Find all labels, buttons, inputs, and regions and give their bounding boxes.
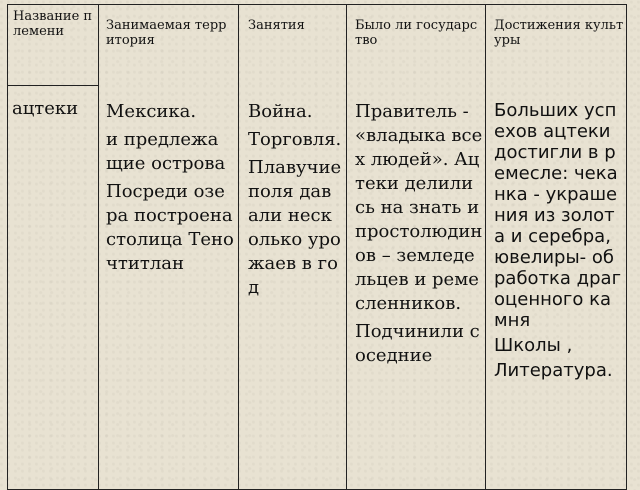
row-divider [8, 85, 98, 86]
column-divider [238, 5, 239, 489]
state-line: Правитель - «владыка всех людей». Ацтеки делились на знать и простолюдинов – земледельцев и ремесленников. [355, 101, 483, 314]
occupations-cell [248, 100, 342, 304]
territory-cell [106, 100, 234, 280]
header-occupations: Занятия [248, 18, 305, 33]
header-culture: Достижения культуры [494, 18, 624, 48]
occupation-line: Плавучие поля давали несколько урожаев в год [248, 157, 342, 298]
culture-line: Литература. [494, 360, 613, 381]
culture-line: Школы , [494, 335, 573, 356]
state-cell [355, 100, 483, 372]
header-territory: Занимаемая территория [106, 18, 227, 48]
tribe-name-cell: ацтеки [12, 98, 79, 119]
occupation-line: Война. [248, 101, 313, 122]
column-divider [346, 5, 347, 489]
column-divider [98, 5, 99, 489]
header-tribe-name: Название племени [13, 9, 93, 39]
aztec-table [7, 4, 627, 490]
header-state: Было ли государство [355, 18, 478, 48]
column-divider [485, 5, 486, 489]
occupation-line: Торговля. [248, 129, 342, 150]
state-line: Подчинили соседние [355, 321, 480, 366]
culture-cell [494, 100, 624, 385]
territory-line: Мексика. [106, 101, 197, 122]
culture-line: Больших успехов ацтеки достигли в ремесле: чеканка - украшения из золота и серебра, ювелиры- обработка драгоценного камня [494, 100, 622, 331]
territory-line: Посреди озера построена столица Теночтитлан [106, 181, 234, 274]
territory-line: и предлежащие острова [106, 129, 226, 174]
